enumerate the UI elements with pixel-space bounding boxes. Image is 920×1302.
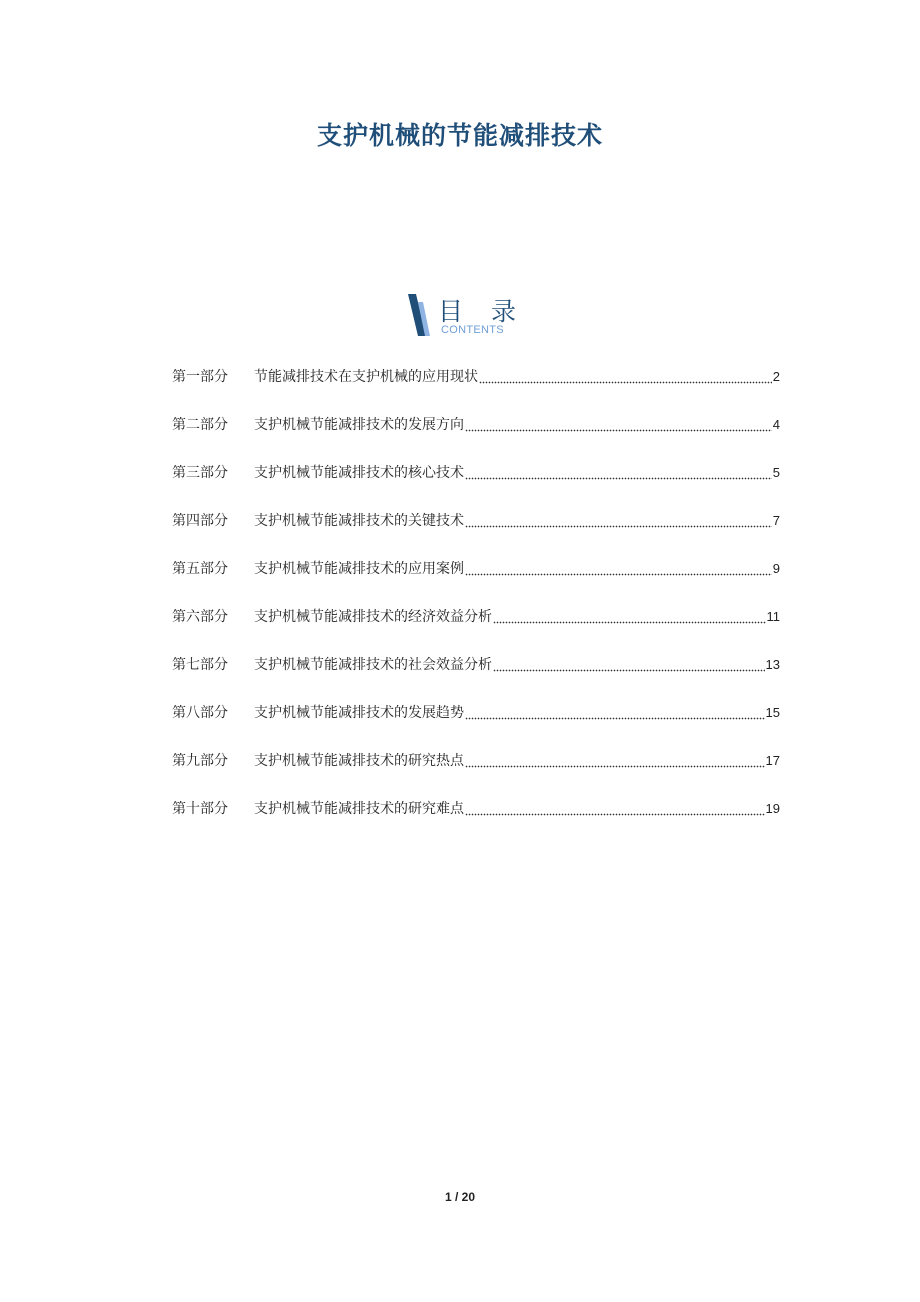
page-number-footer: 1 / 20 [444,1190,476,1204]
toc-entry[interactable] [172,462,780,510]
toc-entry[interactable] [172,606,780,654]
dot-leader [465,414,772,436]
dot-leader [465,558,772,580]
toc-heading: 目 录 [438,297,526,326]
toc-entry-title: 支护机械节能减排技术的核心技术 [254,465,464,481]
toc-entry[interactable] [172,702,780,750]
toc-entry[interactable] [172,510,780,558]
toc-entry-title: 支护机械节能减排技术的研究难点 [254,801,464,817]
toc-entry[interactable] [172,366,780,414]
toc-page-number: 19 [765,801,780,816]
toc-part-label: 第五部分 [172,561,228,577]
dot-leader [465,702,765,724]
dot-leader [465,798,765,820]
toc-entry-title: 支护机械节能减排技术的发展趋势 [254,705,464,721]
toc-part-label: 第三部分 [172,465,228,481]
toc-page-number: 17 [765,753,780,768]
toc-page-number: 7 [772,513,780,528]
toc-entry-title: 支护机械节能减排技术的应用案例 [254,561,464,577]
document-title: 支护机械的节能减排技术 [316,121,603,150]
toc-entry-title: 支护机械节能减排技术的经济效益分析 [254,609,492,625]
toc-part-label: 第十部分 [172,801,228,817]
toc-page-number: 13 [765,657,780,672]
toc-page-number: 4 [772,417,780,432]
toc-entry[interactable] [172,558,780,606]
toc-list [172,366,780,846]
toc-part-label: 第四部分 [172,513,228,529]
toc-part-label: 第八部分 [172,705,228,721]
toc-page-number: 15 [765,705,780,720]
toc-page-number: 5 [772,465,780,480]
toc-page-number: 9 [772,561,780,576]
dot-leader [465,462,772,484]
toc-part-label: 第七部分 [172,657,228,673]
dot-leader [479,366,772,388]
toc-page-number: 2 [772,369,780,384]
toc-entry-title: 节能减排技术在支护机械的应用现状 [254,369,478,385]
toc-entry-title: 支护机械节能减排技术的关键技术 [254,513,464,529]
toc-entry[interactable] [172,750,780,798]
toc-entry-title: 支护机械节能减排技术的发展方向 [254,417,464,433]
toc-part-label: 第六部分 [172,609,228,625]
toc-entry[interactable] [172,654,780,702]
toc-entry[interactable] [172,414,780,462]
dot-leader [465,510,772,532]
dot-leader [493,654,765,676]
slanted-bars-logo-icon [408,294,430,336]
toc-subheading: CONTENTS [441,324,504,336]
dot-leader [493,606,766,628]
toc-entry-title: 支护机械节能减排技术的社会效益分析 [254,657,492,673]
toc-entry-title: 支护机械节能减排技术的研究热点 [254,753,464,769]
toc-part-label: 第一部分 [172,369,228,385]
dot-leader [465,750,765,772]
toc-part-label: 第九部分 [172,753,228,769]
toc-header [408,294,528,338]
toc-page-number: 11 [766,609,780,624]
toc-entry[interactable] [172,798,780,846]
toc-part-label: 第二部分 [172,417,228,433]
